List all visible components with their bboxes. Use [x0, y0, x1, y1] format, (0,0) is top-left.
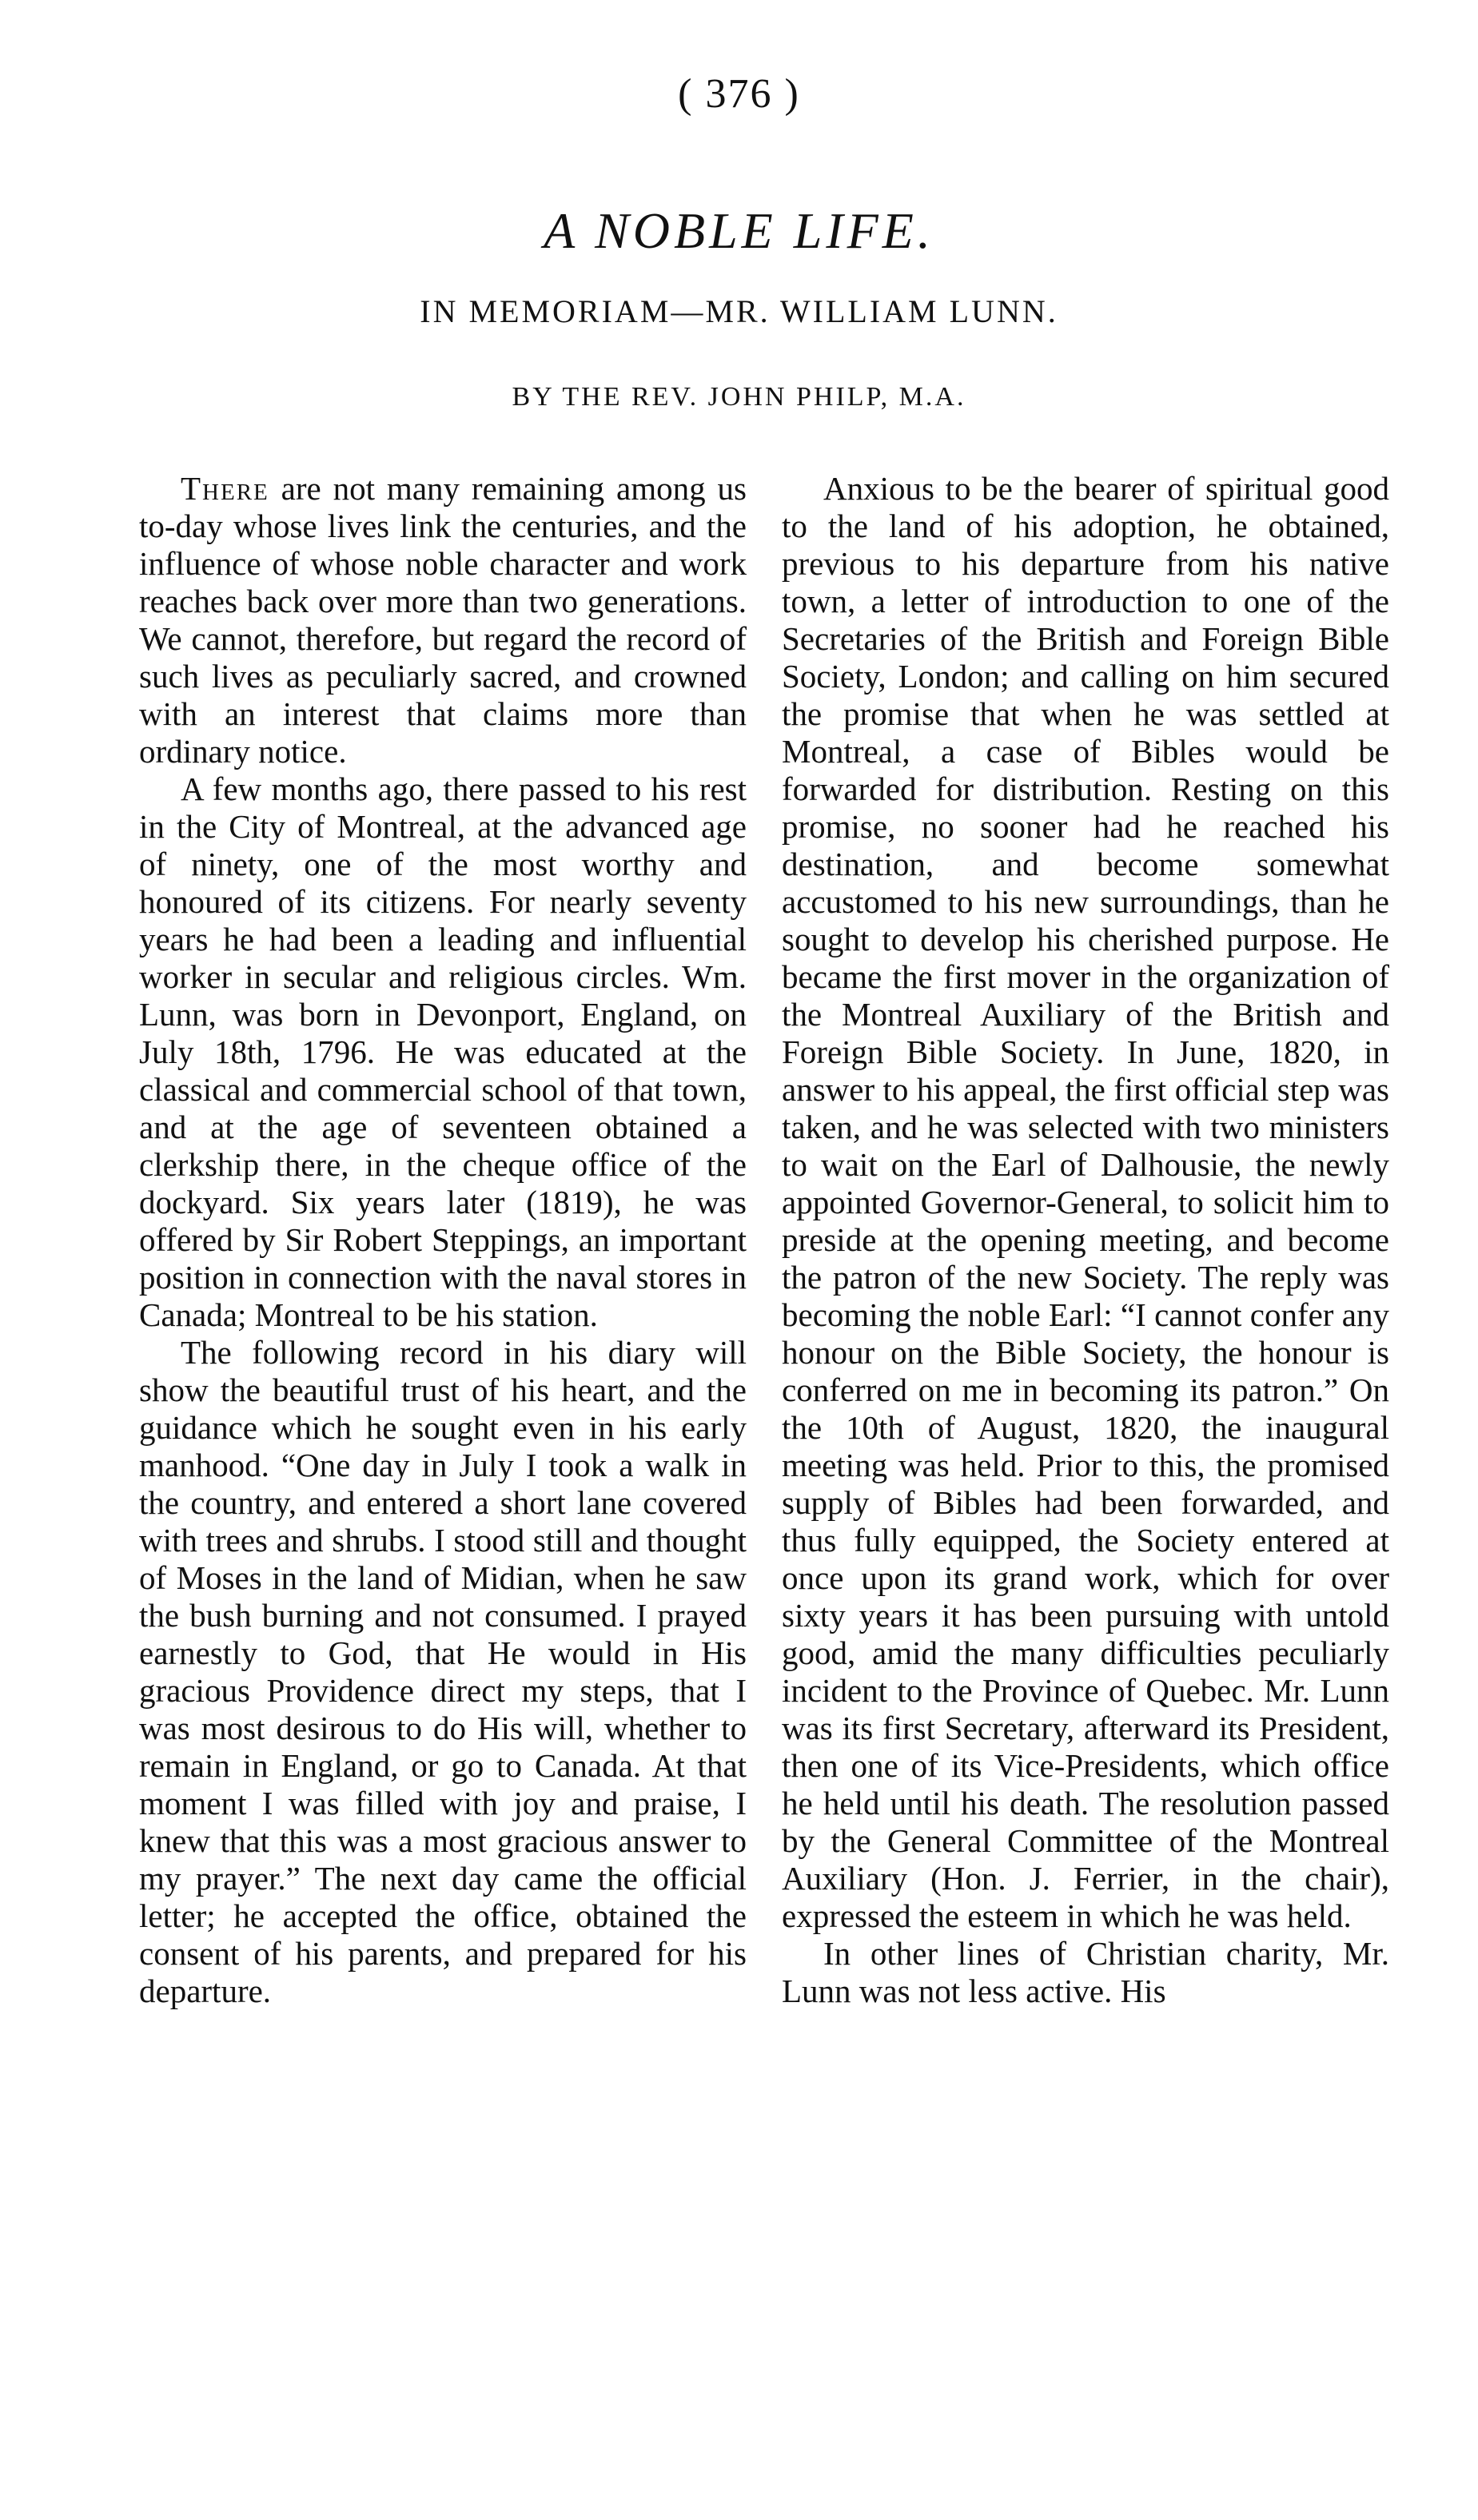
author-byline: BY THE REV. JOHN PHILP, M.A.: [512, 382, 966, 412]
page-number: ( 376 ): [678, 71, 800, 117]
paragraph: The following record in his diary will show the beautiful trust of his heart, and the guidance which he sought even in his early manhood. “One day in July I took a walk in the country, and entered a short lane covered with trees and shrubs. I stood still and thought of Moses in the land of Midian, when he saw the bush burning and not consumed. I prayed earnestly to God, that He would in His gracious Providence direct my steps, that I was most desirous to do His will, whether to remain in England, or go to Canada. At that moment I was filled with joy and praise, I knew that this was a most gracious answer to my prayer.” The next day came the official letter; he accepted the office, obtained the consent of his parents, and prepared for his departure.: [139, 1334, 747, 2009]
paragraph: In other lines of Christian charity, Mr. Lunn was not less active. His: [782, 1935, 1389, 2009]
article-title: A NOBLE LIFE.: [544, 202, 934, 259]
right-column: [782, 470, 1389, 2010]
article-subtitle: IN MEMORIAM—MR. WILLIAM LUNN.: [420, 293, 1058, 329]
left-column: [139, 470, 747, 2010]
opening-word: There: [181, 470, 269, 507]
paragraph: [139, 470, 747, 770]
paragraph: Anxious to be the bearer of spiritual good to the land of his adoption, he obtained, previous to his departure from his native town, a letter of introduction to one of the Secretaries of the British and Foreign Bible Society, London; and calling on him secured the promise that when he was settled at Montreal, a case of Bibles would be forwarded for distribution. Resting on this promise, no sooner had he reached his destination, and become somewhat accustomed to his new surroundings, than he sought to develop his cherished purpose. He became the first mover in the organization of the Montreal Auxiliary of the British and Foreign Bible Society. In June, 1820, in answer to his appeal, the first official step was taken, and he was selected with two ministers to wait on the Earl of Dalhousie, the newly appointed Governor-General, to solicit him to preside at the opening meeting, and become the patron of the new Society. The reply was becoming the noble Earl: “I cannot confer any honour on the Bible Society, the honour is conferred on me in becoming its patron.” On the 10th of August, 1820, the inaugural meeting was held. Prior to this, the promised supply of Bibles had been forwarded, and thus fully equipped, the Society entered at once upon its grand work, which for over sixty years it has been pursuing with untold good, amid the many difficulties peculiarly incident to the Province of Quebec. Mr. Lunn was its first Secretary, afterward its President, then one of its Vice-Presidents, which office he held until his death. The resolution passed by the General Committee of the Montreal Auxiliary (Hon. J. Ferrier, in the chair), expressed the esteem in which he was held.: [782, 470, 1389, 1934]
paragraph: A few months ago, there passed to his rest in the City of Montreal, at the advanced age of ninety, one of the most worthy and honoured of its citizens. For nearly seventy years he had been a leading and influential worker in secular and religious circles. Wm. Lunn, was born in Devonport, England, on July 18th, 1796. He was educated at the classical and commercial school of that town, and at the age of seventeen obtained a clerkship there, in the cheque office of the dockyard. Six years later (1819), he was offered by Sir Robert Steppings, an important position in connection with the naval stores in Canada; Montreal to be his station.: [139, 770, 747, 1333]
paragraph-text: are not many remaining among us to-day whose lives link the centuries, and the influence of whose noble character and work reaches back over more than two generations. We cannot, therefore, but regard the record of such lives as peculiarly sacred, and crowned with an interest that claims more than ordinary notice.: [139, 470, 747, 770]
